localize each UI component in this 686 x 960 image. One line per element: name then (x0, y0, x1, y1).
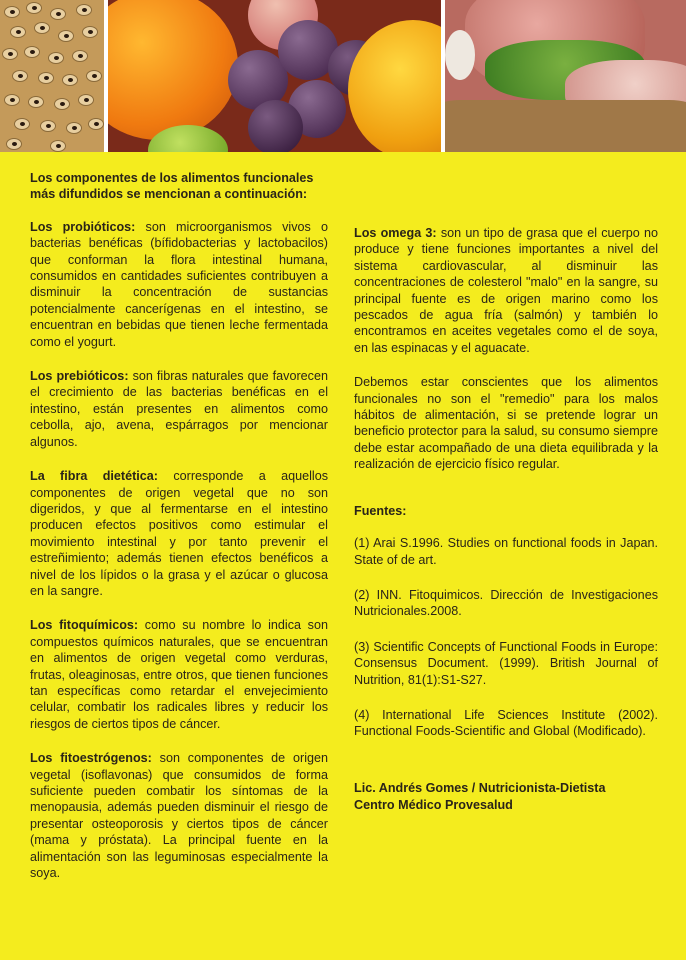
term-label: Los fitoquímicos: (30, 618, 139, 633)
term-text: son componentes de origen vegetal (isoflavonas) que consumidos de forma suficiente pueden combatir los síntomas de la menopausia, además pueden disminuir el riesgo de presentar osteoporosis y ciertos tipos de cáncer (mama y próstata). La principal fuente en la alimentación son las leguminosas especialmente la soya. (30, 751, 329, 881)
meat-photo (445, 0, 686, 152)
author-signature (354, 780, 658, 814)
article-body (0, 170, 686, 960)
right-column (354, 225, 658, 814)
term-text: como su nombre lo indica son compuestos químicos naturales, que se encuentran en alimentos de origen vegetal como verduras, frutas, oleaginosas, entre otros, que tienen funciones tan específicas como retardar el envejecimiento celular, combatir los radicales libres y reducir los riesgos de ciertos tipos de cáncer. (30, 618, 328, 731)
term-label: Los fitoestrógenos: (30, 751, 152, 766)
paragraph-fibra-dietetica (30, 468, 328, 599)
term-label: Los probióticos: (30, 219, 136, 234)
paragraph-prebioticos (30, 368, 328, 450)
paragraph-conclusion: Debemos estar conscientes que los alimentos funcionales no son el "remedio" para los malos hábitos de alimentación, si se pretende lograr un beneficio protector para la salud, su consumo siempre debe estar acompañado de una dieta equilibrada y la realización de ejercicio físico regular. (354, 375, 658, 472)
term-label: Los prebióticos: (30, 369, 129, 384)
term-text: corresponde a aquellos componentes de origen vegetal que no son digeridos, y que al fermentarse en el intestino producen efectos positivos como estimular el movimiento intestinal y por tanto prevenir el estreñimiento; además tienen efectos benéficos a nivel de los lípidos o la grasa y el azúcar o glucosa en la sangre. (30, 469, 328, 598)
source-item: (2) INN. Fitoquimicos. Dirección de Investigaciones Nutricionales.2008. (354, 587, 658, 619)
paragraph-fitoestrogenos (30, 750, 328, 881)
author-name: Lic. Andrés Gomes / Nutricionista-Dietista (354, 780, 606, 795)
source-item: (3) Scientific Concepts of Functional Foods in Europe: Consensus Document. (1999). British Journal of Nutrition, 81(1):S1-S27. (354, 639, 658, 687)
intro-heading: Los componentes de los alimentos funcionales más difundidos se mencionan a continuación: (30, 171, 314, 202)
source-item: (1) Arai S.1996. Studies on functional foods in Japan. State of de art. (354, 536, 658, 567)
beans-photo (0, 0, 104, 152)
sources-heading: Fuentes: (354, 503, 407, 518)
paragraph-fitoquimicos (30, 617, 328, 732)
paragraph-probioticos (30, 219, 328, 350)
author-affiliation: Centro Médico Provesalud (354, 797, 513, 812)
paragraph-omega-3 (354, 225, 658, 356)
header-photo-strip (0, 0, 686, 152)
fruit-photo (108, 0, 441, 152)
term-label: Los omega 3: (354, 226, 437, 240)
term-text: son microorganismos vivos o bacterias benéficas (bífidobacterias y lactobacilos) que conforman la flora intestinal humana, consumidos en cantidades suficientes contribuyen a disminuir la concentración de sustancias potencialmente cancerígenas en el intestino, se encuentran en bebidas que tienen leche fermentada como el yogurt. (30, 219, 328, 349)
source-item: (4) International Life Sciences Institute (2002). Functional Foods-Scientific and Global (Modificado). (354, 707, 658, 739)
term-text: son fibras naturales que favorecen el crecimiento de las bacterias benéficas en el intestino, están presentes en alimentos como cebolla, ajo, avena, espárragos por mencionar algunos. (30, 369, 328, 449)
term-text: son un tipo de grasa que el cuerpo no produce y tiene funciones importantes a nivel del sistema cardiovascular, al disminuir las concentraciones de colesterol "malo" en la sangre, su principal fuente es de origen marino como los pescados de agua fría (salmón) y también lo encontramos en aceites vegetales como el de soya, en las espinacas y el aguacate. (354, 226, 658, 355)
left-column (30, 170, 328, 899)
term-label: La fibra dietética: (30, 469, 158, 484)
